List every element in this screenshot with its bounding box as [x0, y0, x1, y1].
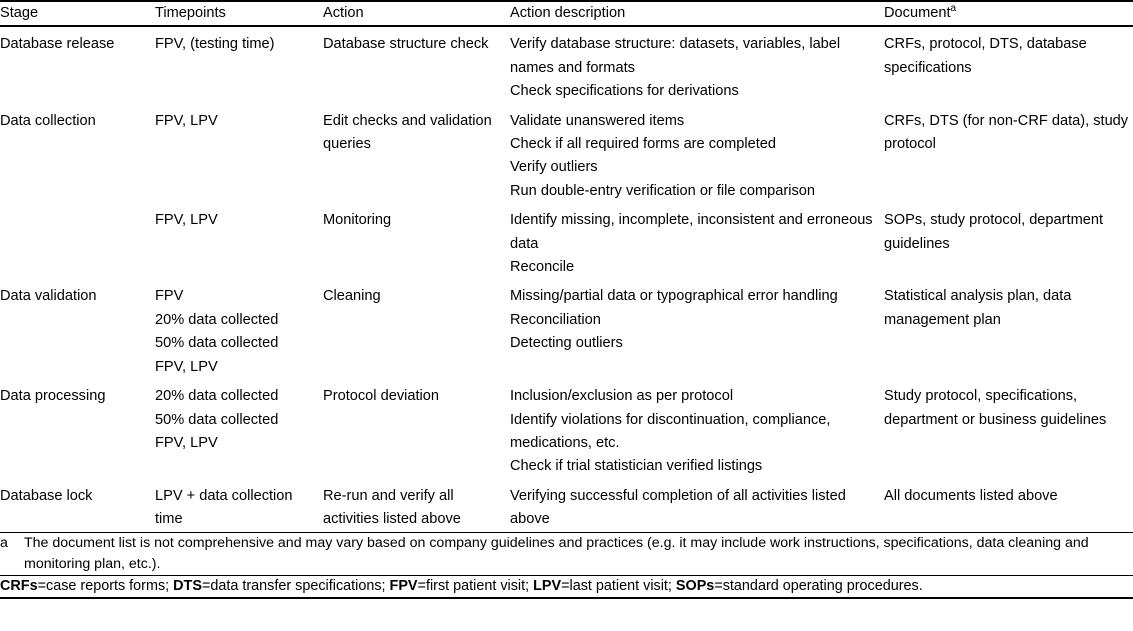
- cell-timepoints: [155, 379, 323, 479]
- cell-line: FPV: [155, 288, 184, 305]
- cell-document-lines: [884, 485, 1133, 508]
- cell-stage: [0, 279, 155, 379]
- abbr-eq: =: [37, 577, 46, 594]
- cell-line: 20% data collected: [155, 388, 279, 405]
- cell-line: FPV, LPV: [155, 434, 218, 451]
- cell-timepoints: [155, 104, 323, 204]
- cell-line: Verify database structure: datasets, variables, label names and formats: [510, 36, 841, 76]
- abbr-term: SOPs: [675, 577, 715, 594]
- cell-description-lines: [510, 209, 884, 279]
- cell-stage-lines: [0, 485, 155, 508]
- cell-action-lines: [323, 33, 510, 56]
- footnote-cell: [0, 533, 1133, 575]
- column-header-action-label: Action: [323, 5, 364, 21]
- abbr-eq: =: [561, 577, 570, 594]
- cell-description-lines: [510, 485, 884, 532]
- cell-action-lines: [323, 485, 510, 532]
- bottom-rule-row: [0, 597, 1133, 599]
- column-header-timepoints-label: Timepoints: [155, 5, 226, 21]
- cell-stage: [0, 27, 155, 103]
- table-row: [0, 104, 1133, 204]
- cell-action-lines: [323, 385, 510, 408]
- cell-line: Study protocol, specifications, department or business guidelines: [884, 388, 1107, 428]
- abbr-item: [390, 578, 534, 594]
- cell-timepoints-lines: [155, 285, 323, 379]
- cell-line: 50% data collected: [155, 411, 279, 428]
- cell-line: Inclusion/exclusion as per protocol: [510, 388, 734, 405]
- table-header: [0, 2, 1133, 27]
- cell-document: [884, 203, 1133, 279]
- cell-action: [323, 479, 510, 532]
- column-header-stage-label: Stage: [0, 5, 39, 21]
- cell-document: [884, 279, 1133, 379]
- abbr-item: [676, 578, 923, 594]
- cell-stage: [0, 479, 155, 532]
- cell-line: Edit checks and validation queries: [323, 112, 492, 153]
- cell-line: Identify violations for discontinuation, compliance, medications, etc.: [510, 411, 831, 451]
- cell-line: Check if trial statistician verified listings: [510, 458, 763, 475]
- cell-line: FPV, (testing time): [155, 36, 275, 53]
- abbr-eq: =: [201, 577, 211, 594]
- abbr-item: [173, 578, 389, 594]
- cell-action-description: [510, 203, 884, 279]
- cell-action-description: [510, 279, 884, 379]
- cell-line: Reconcile: [510, 259, 575, 276]
- abbr-item: [0, 578, 173, 594]
- column-header-action: [323, 2, 510, 25]
- cell-action-lines: [323, 209, 510, 232]
- cell-document-lines: [884, 110, 1133, 157]
- abbr-term: LPV: [533, 577, 562, 594]
- cell-action-description: [510, 104, 884, 204]
- cell-timepoints: [155, 27, 323, 103]
- cell-document-lines: [884, 385, 1133, 432]
- document-footnote-marker: a: [950, 3, 957, 15]
- footnote-marker: a: [0, 534, 8, 551]
- abbr-definition: last patient visit;: [569, 577, 676, 594]
- cell-description-lines: [510, 33, 884, 103]
- cell-line: Database lock: [0, 487, 93, 504]
- cell-line: Run double-entry verification or file comparison: [510, 182, 815, 199]
- cell-stage-lines: [0, 33, 155, 56]
- cell-line: CRFs, DTS (for non-CRF data), study protocol: [884, 112, 1129, 153]
- column-header-timepoints: [155, 2, 323, 25]
- cell-line: Data validation: [0, 288, 97, 305]
- column-header-action-description-label: Action description: [510, 5, 626, 21]
- table-row: [0, 479, 1133, 532]
- cell-action: [323, 379, 510, 479]
- cell-document: [884, 27, 1133, 103]
- abbr-term: CRFs: [0, 577, 38, 594]
- header-row: [0, 2, 1133, 25]
- cell-action-description: [510, 27, 884, 103]
- cell-document-lines: [884, 285, 1133, 332]
- cell-line: FPV, LPV: [155, 358, 218, 375]
- abbreviations-cell: [0, 576, 1133, 597]
- cell-line: Detecting outliers: [510, 335, 623, 352]
- cell-line: 20% data collected: [155, 311, 279, 328]
- table-bottom-rule: [0, 597, 1133, 599]
- cell-line: Check specifications for derivations: [510, 83, 739, 100]
- cell-document: [884, 379, 1133, 479]
- cell-document-lines: [884, 33, 1133, 80]
- abbr-term: DTS: [173, 577, 202, 594]
- cell-line: Check if all required forms are completed: [510, 136, 777, 153]
- abbr-eq: =: [417, 577, 426, 594]
- cell-description-lines: [510, 285, 884, 355]
- data-management-table: [0, 2, 1133, 599]
- abbr-definition: standard operating procedures.: [722, 577, 923, 594]
- cell-line: Data collection: [0, 112, 96, 129]
- cell-action-lines: [323, 285, 510, 308]
- column-header-document-label: Document: [884, 5, 951, 21]
- cell-line: Re-run and verify all activities listed above: [323, 487, 461, 528]
- abbr-item: [533, 578, 676, 594]
- cell-action-description: [510, 479, 884, 532]
- footnote-row: [0, 533, 1133, 575]
- cell-action-description: [510, 379, 884, 479]
- cell-line: Cleaning: [323, 288, 381, 305]
- cell-timepoints: [155, 203, 323, 279]
- cell-action: [323, 27, 510, 103]
- cell-stage-lines: [0, 110, 155, 133]
- column-header-action-description: [510, 2, 884, 25]
- cell-line: SOPs, study protocol, department guidelines: [884, 212, 1104, 252]
- table-row: [0, 279, 1133, 379]
- cell-description-lines: [510, 385, 884, 479]
- cell-description-lines: [510, 110, 884, 204]
- cell-timepoints: [155, 479, 323, 532]
- cell-stage-lines: [0, 285, 155, 308]
- cell-line: Database structure check: [323, 36, 489, 53]
- cell-timepoints-lines: [155, 110, 323, 133]
- cell-line: Verifying successful completion of all activities listed above: [510, 487, 846, 528]
- cell-timepoints-lines: [155, 33, 323, 56]
- table-row: [0, 27, 1133, 103]
- cell-line: FPV, LPV: [155, 112, 218, 129]
- footnote-a: [0, 533, 1133, 575]
- cell-action-lines: [323, 110, 510, 157]
- cell-line: All documents listed above: [884, 487, 1058, 504]
- cell-line: Validate unanswered items: [510, 112, 685, 129]
- cell-stage: [0, 104, 155, 204]
- cell-stage: [0, 203, 155, 279]
- cell-line: Reconciliation: [510, 311, 601, 328]
- cell-stage-lines: [0, 385, 155, 408]
- column-header-stage: [0, 2, 155, 25]
- cell-line: Monitoring: [323, 212, 392, 229]
- cell-timepoints-lines: [155, 485, 323, 532]
- cell-timepoints-lines: [155, 209, 323, 232]
- cell-line: Identify missing, incomplete, inconsistent and erroneous data: [510, 212, 873, 252]
- cell-line: CRFs, protocol, DTS, database specifications: [884, 36, 1087, 76]
- cell-action: [323, 203, 510, 279]
- cell-line: Verify outliers: [510, 159, 598, 176]
- bottom-rule-cell: [0, 597, 1133, 599]
- cell-line: Statistical analysis plan, data management plan: [884, 288, 1072, 328]
- cell-line: Missing/partial data or typographical error handling: [510, 288, 838, 305]
- cell-line: LPV + data collection time: [155, 487, 293, 528]
- column-header-document: [884, 2, 1133, 25]
- cell-line: 50% data collected: [155, 335, 279, 352]
- cell-timepoints: [155, 279, 323, 379]
- cell-document: [884, 479, 1133, 532]
- abbr-definition: first patient visit;: [425, 577, 534, 594]
- abbr-term: FPV: [389, 577, 418, 594]
- cell-action: [323, 279, 510, 379]
- table-row: [0, 203, 1133, 279]
- cell-line: Data processing: [0, 388, 106, 405]
- abbr-definition: case reports forms;: [46, 577, 174, 594]
- cell-document-lines: [884, 209, 1133, 256]
- footnote-text: The document list is not comprehensive and may vary based on company guidelines and practices (e.g. it may include work instructions, specifications, data cleaning and monitoring plan, etc.).: [24, 534, 1089, 572]
- cell-document: [884, 104, 1133, 204]
- table-body: [0, 27, 1133, 598]
- abbr-eq: =: [714, 577, 723, 594]
- abbreviations-row: [0, 576, 1133, 597]
- cell-action: [323, 104, 510, 204]
- table-row: [0, 379, 1133, 479]
- cell-line: FPV, LPV: [155, 212, 218, 229]
- cell-timepoints-lines: [155, 385, 323, 455]
- cell-line: Database release: [0, 36, 115, 53]
- abbr-definition: data transfer specifications;: [210, 577, 390, 594]
- cell-stage: [0, 379, 155, 479]
- cell-line: Protocol deviation: [323, 388, 440, 405]
